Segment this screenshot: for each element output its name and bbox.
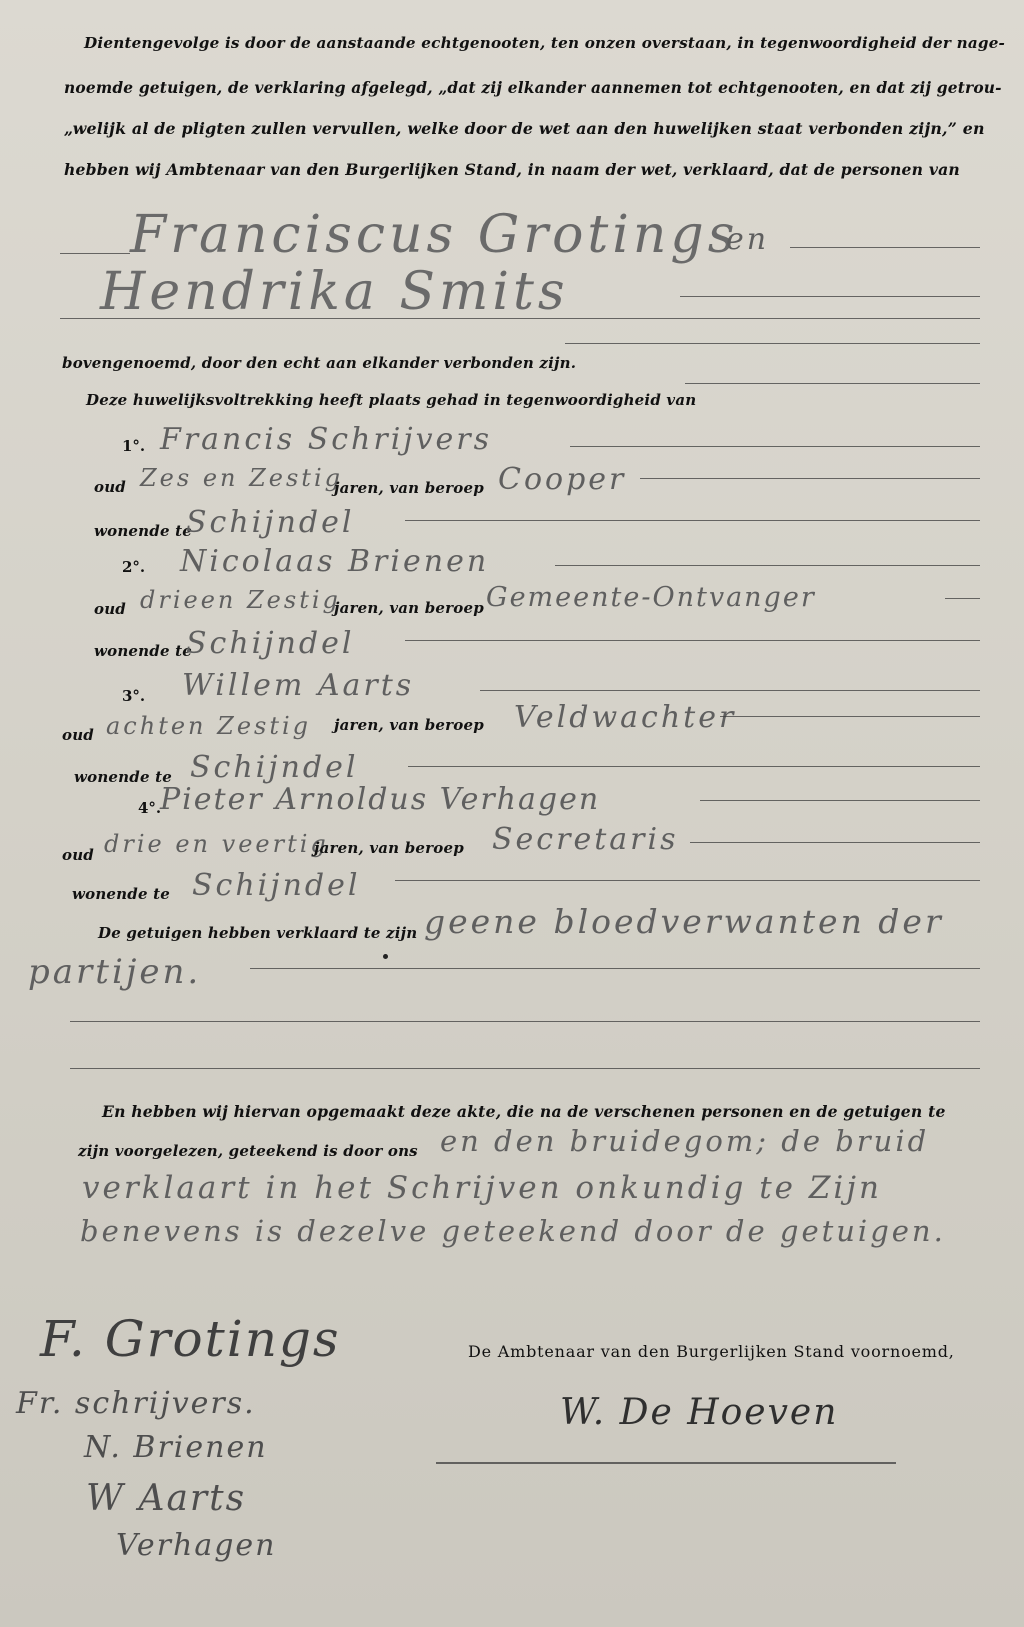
rule-w2-occupation xyxy=(945,598,980,599)
rule-official-signature xyxy=(436,1462,896,1464)
witness-4-wonende: wonende te xyxy=(72,885,170,903)
witness-2-residence: Schijndel xyxy=(186,626,355,661)
printed-getuigen-verklaard: De getuigen hebben verklaard te zijn xyxy=(98,924,418,942)
signature-witness-3: W Aarts xyxy=(86,1478,247,1519)
witness-4-jaren-beroep: jaren, van beroep xyxy=(314,839,464,857)
relation-line-1: geene bloedverwanten der xyxy=(424,902,944,941)
witness-2-wonende: wonende te xyxy=(94,642,192,660)
witness-4-name: Pieter Arnoldus Verhagen xyxy=(160,782,601,817)
closing-hand-2: verklaart in het Schrijven onkundig te Zijn xyxy=(82,1170,882,1206)
signature-groom: F. Grotings xyxy=(40,1310,341,1368)
rule-relation-2 xyxy=(250,968,980,969)
witness-1-jaren-beroep: jaren, van beroep xyxy=(334,479,484,497)
printed-bovengenoemd: bovengenoemd, door den echt aan elkander verbonden zijn. xyxy=(62,354,577,372)
witness-1-age: Zes en Zestig xyxy=(140,464,343,492)
groom-name: Franciscus Grotings xyxy=(130,205,739,265)
rule-bovengenoemd xyxy=(565,343,980,344)
printed-closing-2: zijn voorgelezen, geteekend is door ons xyxy=(78,1142,418,1160)
rule-w4-name xyxy=(700,800,980,801)
rule-w3-occupation xyxy=(720,716,980,717)
witness-4-oud: oud xyxy=(62,846,94,864)
witness-1-number: 1°. xyxy=(122,437,146,455)
witness-1-residence: Schijndel xyxy=(186,505,355,540)
rule-w4-residence xyxy=(395,880,980,881)
witness-2-name: Nicolaas Brienen xyxy=(180,544,490,579)
witness-1-wonende: wonende te xyxy=(94,522,192,540)
rule-w1-residence xyxy=(405,520,980,521)
rule-w4-occupation xyxy=(690,842,980,843)
witness-4-number: 4°. xyxy=(138,799,162,817)
witness-3-oud: oud xyxy=(62,726,94,744)
rule-voltrekking xyxy=(685,383,980,384)
witness-4-occupation: Secretaris xyxy=(492,822,679,857)
signature-witness-2: N. Brienen xyxy=(84,1430,268,1465)
rule-w1-name xyxy=(570,446,980,447)
signature-witness-1: Fr. schrijvers. xyxy=(16,1386,256,1421)
relation-line-2: partijen. xyxy=(28,952,202,992)
witness-3-number: 3°. xyxy=(122,687,146,705)
bride-name: Hendrika Smits xyxy=(100,262,569,322)
witness-3-age: achten Zestig xyxy=(106,712,312,740)
witness-3-jaren-beroep: jaren, van beroep xyxy=(334,716,484,734)
signature-official: W. De Hoeven xyxy=(560,1392,839,1433)
closing-hand-1: en den bruidegom; de bruid xyxy=(440,1124,930,1158)
rule-w3-name xyxy=(480,690,980,691)
witness-4-residence: Schijndel xyxy=(192,868,361,903)
witness-1-name: Francis Schrijvers xyxy=(160,422,493,457)
printed-line-2: noemde getuigen, de verklaring afgelegd, „dat zij elkander aannemen tot echtgenooten, en dat zij getrou- xyxy=(64,79,1002,97)
witness-2-occupation: Gemeente-Ontvanger xyxy=(486,582,816,613)
witness-3-wonende: wonende te xyxy=(74,768,172,786)
closing-hand-3: benevens is dezelve geteekend door de getuigen. xyxy=(80,1214,946,1248)
rule-groom-left xyxy=(60,253,130,254)
witness-2-oud: oud xyxy=(94,600,126,618)
printed-voltrekking: Deze huwelijksvoltrekking heeft plaats gehad in tegenwoordigheid van xyxy=(86,391,697,409)
witness-2-number: 2°. xyxy=(122,558,146,576)
official-title: De Ambtenaar van den Burgerlijken Stand voornoemd, xyxy=(468,1342,955,1361)
rule-w1-occupation xyxy=(640,478,980,479)
rule-blank-2 xyxy=(70,1068,980,1069)
rule-blank-1 xyxy=(70,1021,980,1022)
rule-extra-1 xyxy=(60,318,980,319)
witness-1-occupation: Cooper xyxy=(498,462,627,497)
printed-closing-1: En hebben wij hiervan opgemaakt deze akte, die na de verschenen personen en de getuigen te xyxy=(102,1102,946,1121)
signature-witness-4: Verhagen xyxy=(116,1528,277,1563)
ink-dot xyxy=(383,954,388,959)
witness-2-jaren-beroep: jaren, van beroep xyxy=(334,599,484,617)
printed-line-4: hebben wij Ambtenaar van den Burgerlijken Stand, in naam der wet, verklaard, dat de personen van xyxy=(64,160,960,179)
witness-3-residence: Schijndel xyxy=(190,750,359,785)
rule-groom-right xyxy=(790,247,980,248)
printed-line-1: Dientengevolge is door de aanstaande echtgenooten, ten onzen overstaan, in tegenwoordigheid der nage- xyxy=(84,34,1006,52)
groom-name-suffix: en xyxy=(726,222,770,257)
witness-3-name: Willem Aarts xyxy=(182,668,415,703)
rule-w3-residence xyxy=(408,766,980,767)
rule-w2-name xyxy=(555,565,980,566)
witness-4-age: drie en veertig xyxy=(104,830,329,858)
witness-3-occupation: Veldwachter xyxy=(514,700,737,735)
printed-line-3: „welijk al de pligten zullen vervullen, welke door de wet aan den huwelijken staat verbonden zijn,” en xyxy=(64,119,985,138)
witness-2-age: drieen Zestig xyxy=(140,586,341,614)
witness-1-oud: oud xyxy=(94,478,126,496)
rule-w2-residence xyxy=(405,640,980,641)
rule-bride-right xyxy=(680,296,980,297)
